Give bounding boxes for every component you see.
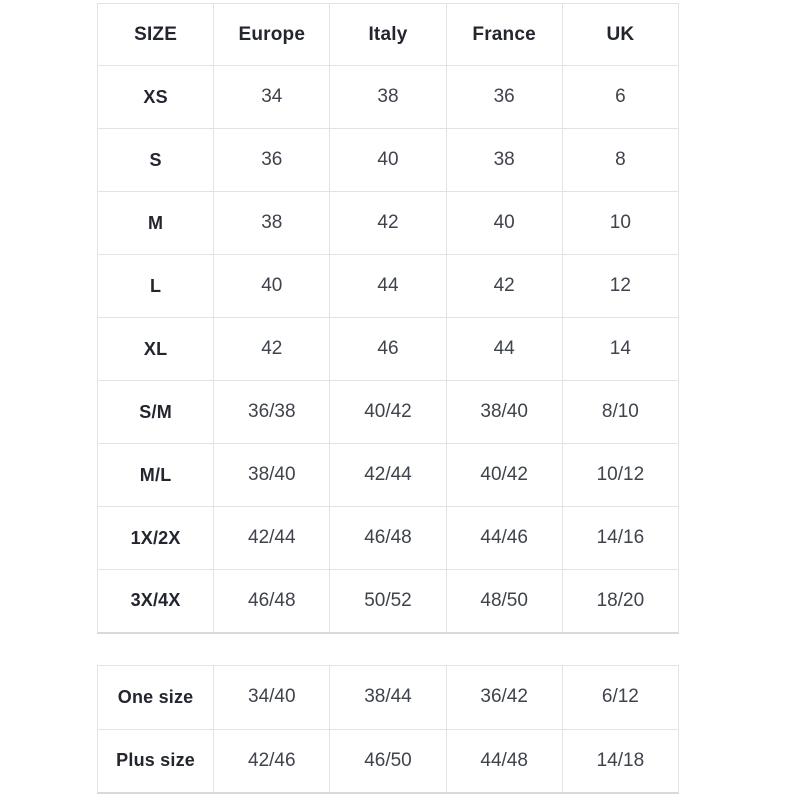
size-value-cell: 42 [330,192,446,255]
size-value-cell: 42/46 [214,729,330,793]
size-value-cell: 44/48 [446,729,562,793]
size-value-cell: 36/38 [214,381,330,444]
size-value-cell: 38 [330,66,446,129]
table-row [98,318,679,381]
size-value-cell: 44 [446,318,562,381]
size-value-cell: 50/52 [330,570,446,633]
size-table-header [98,4,679,66]
size-value-cell: 36 [214,129,330,192]
table-row [98,129,679,192]
size-value-cell: 10/12 [562,444,678,507]
size-value-cell: 12 [562,255,678,318]
size-chart-area [97,3,679,794]
size-value-cell: 6 [562,66,678,129]
size-table-body [98,66,679,633]
size-value-cell: 14 [562,318,678,381]
column-header-uk: UK [562,4,678,66]
size-value-cell: 38/44 [330,665,446,729]
size-value-cell: 42/44 [214,507,330,570]
header-row [98,4,679,66]
one-size-plus-size-table [97,665,679,795]
size-value-cell: 40 [330,129,446,192]
size-value-cell: 34 [214,66,330,129]
size-value-cell: 38/40 [214,444,330,507]
size-value-cell: 36/42 [446,665,562,729]
size-value-cell: 14/16 [562,507,678,570]
size-value-cell: 44/46 [446,507,562,570]
size-value-cell: 44 [330,255,446,318]
size-value-cell: 34/40 [214,665,330,729]
size-value-cell: 42 [446,255,562,318]
table-row [98,192,679,255]
size-value-cell: 6/12 [562,665,678,729]
size-value-cell: 38 [214,192,330,255]
size-value-cell: 8/10 [562,381,678,444]
size-label-cell: Plus size [98,729,214,793]
size-label-cell: S/M [98,381,214,444]
size-label-cell: XS [98,66,214,129]
table-row [98,570,679,633]
size-value-cell: 46/48 [214,570,330,633]
size-label-cell: One size [98,665,214,729]
size-value-cell: 10 [562,192,678,255]
table-row [98,381,679,444]
size-label-cell: M [98,192,214,255]
size-value-cell: 8 [562,129,678,192]
table-row [98,255,679,318]
size-value-cell: 18/20 [562,570,678,633]
size-value-cell: 46/48 [330,507,446,570]
size-value-cell: 38/40 [446,381,562,444]
size-label-cell: L [98,255,214,318]
size-value-cell: 40/42 [446,444,562,507]
column-header-size: SIZE [98,4,214,66]
size-label-cell: S [98,129,214,192]
size-value-cell: 36 [446,66,562,129]
table-row [98,729,679,793]
size-label-cell: M/L [98,444,214,507]
size-value-cell: 38 [446,129,562,192]
size-label-cell: XL [98,318,214,381]
column-header-france: France [446,4,562,66]
size-value-cell: 42/44 [330,444,446,507]
size-value-cell: 40/42 [330,381,446,444]
table-row [98,507,679,570]
size-value-cell: 46/50 [330,729,446,793]
size-value-cell: 48/50 [446,570,562,633]
column-header-italy: Italy [330,4,446,66]
size-value-cell: 40 [446,192,562,255]
table-row [98,444,679,507]
table-row [98,66,679,129]
size-value-cell: 42 [214,318,330,381]
size-label-cell: 3X/4X [98,570,214,633]
size-value-cell: 40 [214,255,330,318]
special-table-body [98,665,679,793]
size-value-cell: 46 [330,318,446,381]
size-conversion-table [97,3,679,634]
size-value-cell: 14/18 [562,729,678,793]
table-row [98,665,679,729]
column-header-europe: Europe [214,4,330,66]
size-label-cell: 1X/2X [98,507,214,570]
